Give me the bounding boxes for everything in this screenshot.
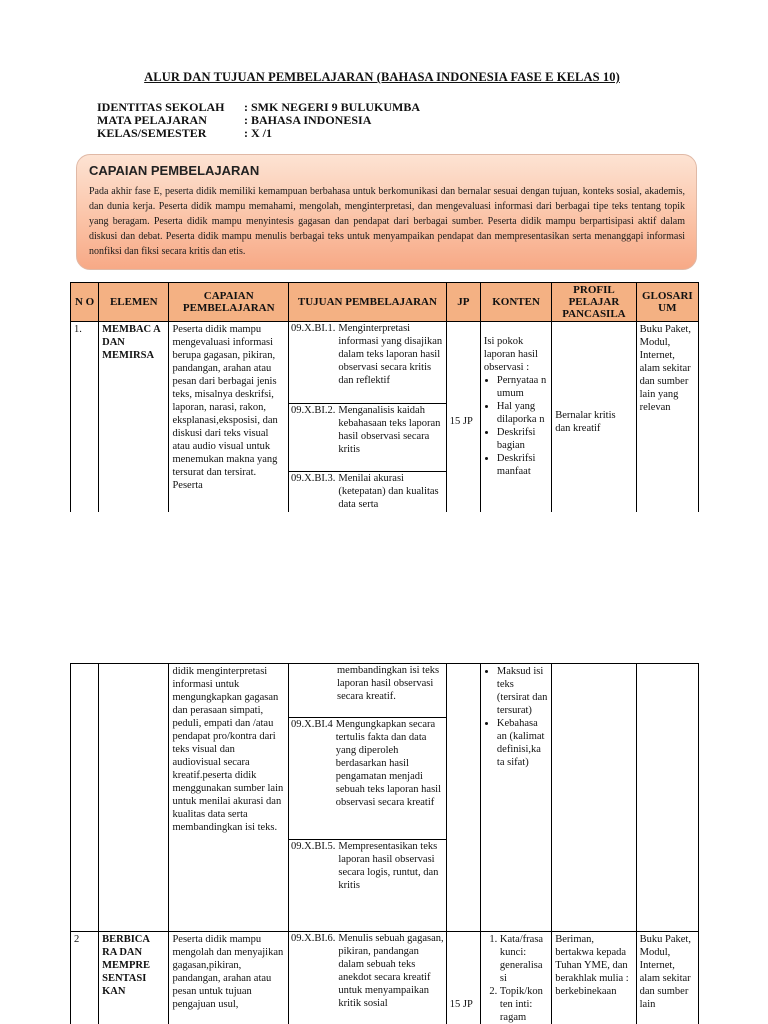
- identity-label: KELAS/SEMESTER: [97, 126, 207, 140]
- cell-elemen: [99, 664, 169, 932]
- table-row: [71, 664, 699, 932]
- tujuan-code: 09.X.BI.5.: [291, 841, 336, 852]
- cell-elemen: MEMBAC A DAN MEMIRSA: [99, 322, 169, 513]
- cell-glosarium: [636, 664, 698, 932]
- tujuan-item: [289, 932, 446, 1011]
- tujuan-code: 09.X.BI.1.: [291, 323, 336, 334]
- tujuan-desc: Menulis sebuah gagasan, pikiran, pandangan dalam sebuah teks anekdot secara kreatif untuk menyampaikan kritik sosial: [338, 933, 444, 1009]
- list-item: • Pernyataa n umum: [497, 374, 548, 400]
- header-konten: KONTEN: [480, 283, 551, 322]
- header-jp: JP: [446, 283, 480, 322]
- cell-konten: [480, 664, 551, 932]
- cell-elemen: BERBICA RA DAN MEMPRE SENTASI KAN: [99, 932, 169, 1024]
- cell-profil: [552, 664, 636, 932]
- cell-tujuan: [289, 932, 447, 1024]
- table-row: [71, 322, 699, 513]
- tujuan-code: 09.X.BI.3.: [291, 473, 336, 484]
- list-item: • Hal yang dilaporka n: [497, 400, 548, 426]
- cell-tujuan: [289, 664, 447, 932]
- cell-no: 1.: [71, 322, 99, 513]
- identity-value: : X /1: [244, 126, 272, 140]
- cell-konten: [480, 322, 551, 513]
- cell-no: [71, 664, 99, 932]
- konten-intro: Isi pokok laporan hasil observasi :: [483, 336, 538, 373]
- cell-jp: 15 JP: [446, 932, 480, 1024]
- identity-value: : SMK NEGERI 9 BULUKUMBA: [244, 100, 421, 114]
- tujuan-desc: Mengungkapkan secara tertulis fakta dan data yang diperoleh berdasarkan hasil pengamatan menjadi sebuah teks laporan hasil observasi secara kreatif: [335, 719, 441, 808]
- cell-jp: [446, 664, 480, 932]
- table-row: [71, 932, 699, 1024]
- konten-list: [484, 665, 548, 769]
- header-no: N O: [71, 283, 99, 322]
- cell-capaian: Peserta didik mampu mengevaluasi informasi berupa gagasan, pikiran, pandangan, arahan atau pesan dari berbagai jenis teks, misalnya deskrifsi, laporan, narasi, rakon, eksplanasi,eksposisi, dan diskusi dari teks visual atau audio visual untuk menemukan makna yang tersurat dan tersirat. Peserta: [169, 322, 289, 513]
- cell-glosarium: Buku Paket, Modul, Internet, alam sekitar dan sumber lain: [636, 932, 698, 1024]
- list-item: 2. Topik/kon ten inti: ragam: [500, 985, 548, 1024]
- tujuan-desc: Menginterpretasi informasi yang disajikan dalam teks laporan hasil observasi secara kritis dan reflektif: [338, 323, 443, 386]
- tujuan-desc: Menilai akurasi (ketepatan) dan kualitas data serta: [338, 473, 439, 510]
- tujuan-desc: Menganalisis kaidah kebahasaan teks laporan hasil observasi secara kritis: [338, 405, 441, 455]
- identity-label: IDENTITAS SEKOLAH: [97, 100, 225, 114]
- cell-capaian: didik menginterpretasi informasi untuk mengungkapkan gagasan dan perasaan simpati, peduli, empati dan /atau pendapat pro/kontra dari teks visual dan audiovisual secara kreatif.peserta didik menggunakan sumber lain untuk menilai akurasi dan kualitas data serta membandingkan isi teks.: [169, 664, 289, 932]
- konten-list: [484, 374, 548, 478]
- header-tujuan: TUJUAN PEMBELAJARAN: [289, 283, 447, 322]
- list-item: • Kebahasa an (kalimat definisi,ka ta sifat): [497, 717, 548, 769]
- header-capaian: CAPAIAN PEMBELAJARAN: [169, 283, 289, 322]
- tujuan-code: 09.X.BI.4: [291, 719, 333, 730]
- cell-konten: [480, 932, 551, 1024]
- list-item: • Deskrifsi manfaat: [497, 452, 548, 478]
- document-title: ALUR DAN TUJUAN PEMBELAJARAN (BAHASA INDONESIA FASE E KELAS 10): [144, 70, 620, 84]
- tujuan-item: [289, 322, 446, 404]
- cell-capaian: Peserta didik mampu mengolah dan menyajikan gagasan,pikiran, pandangan, arahan atau pesan untuk tujuan pengajuan usul,: [169, 932, 289, 1024]
- header-glosarium: GLOSARI UM: [636, 283, 698, 322]
- list-item: • Maksud isi teks (tersirat dan tersurat): [497, 665, 548, 717]
- learning-table-continued: [70, 663, 699, 1024]
- cell-glosarium: Buku Paket, Modul, Internet, alam sekitar dan sumber lain yang relevan: [636, 322, 698, 513]
- tujuan-item: [289, 404, 446, 472]
- tujuan-code: 09.X.BI.2.: [291, 405, 336, 416]
- header-profil: PROFIL PELAJAR PANCASILA: [552, 283, 636, 322]
- table-header-row: [71, 283, 699, 322]
- list-item: • Deskrifsi bagian: [497, 426, 548, 452]
- identity-label: MATA PELAJARAN: [97, 113, 207, 127]
- cell-jp: 15 JP: [446, 322, 480, 513]
- tujuan-item: [289, 718, 446, 840]
- tujuan-desc: Mempresentasikan teks laporan hasil observasi secara logis, runtut, dan kritis: [338, 841, 439, 891]
- cell-tujuan: [289, 322, 447, 513]
- tujuan-code: 09.X.BI.6.: [291, 933, 336, 944]
- identity-value: : BAHASA INDONESIA: [244, 113, 372, 127]
- tujuan-item: [289, 840, 446, 893]
- table-page-2: [0, 663, 768, 1024]
- cell-no: 2: [71, 932, 99, 1024]
- learning-table: [70, 282, 699, 512]
- konten-list: [484, 933, 548, 1024]
- cell-profil: Beriman, bertakwa kepada Tuhan YME, dan berakhlak mulia : berkebinekaan: [552, 932, 636, 1024]
- tujuan-item: [289, 472, 446, 512]
- capaian-heading: CAPAIAN PEMBELAJARAN: [89, 163, 260, 178]
- list-item: 1. Kata/frasa kunci: generalisa si: [500, 933, 548, 985]
- capaian-text: Pada akhir fase E, peserta didik memiliki kemampuan berbahasa untuk berkomunikasi dan bernalar sesuai dengan tujuan, konteks sosial, akademis, dan dunia kerja. Peserta didik mampu memahami, mengolah, menginterpretasi, dan mengevaluasi informasi dari berbagai tipe teks tentang topik yang beragam. Peserta didik mampu menyintesis gagasan dan pendapat dari berbagai sumber. Peserta didik mampu berpartisipasi aktif dalam diskusi dan debat. Peserta didik mampu menulis berbagai teks untuk menyampaikan pendapat dan mempresentasikan serta menanggapi informasi nonfiksi dan fiksi secara kritis dan etis.: [89, 186, 685, 257]
- tujuan-continuation: membandingkan isi teks laporan hasil observasi secara kreatif.: [289, 664, 446, 718]
- header-elemen: ELEMEN: [99, 283, 169, 322]
- cell-profil: Bernalar kritis dan kreatif: [552, 322, 636, 513]
